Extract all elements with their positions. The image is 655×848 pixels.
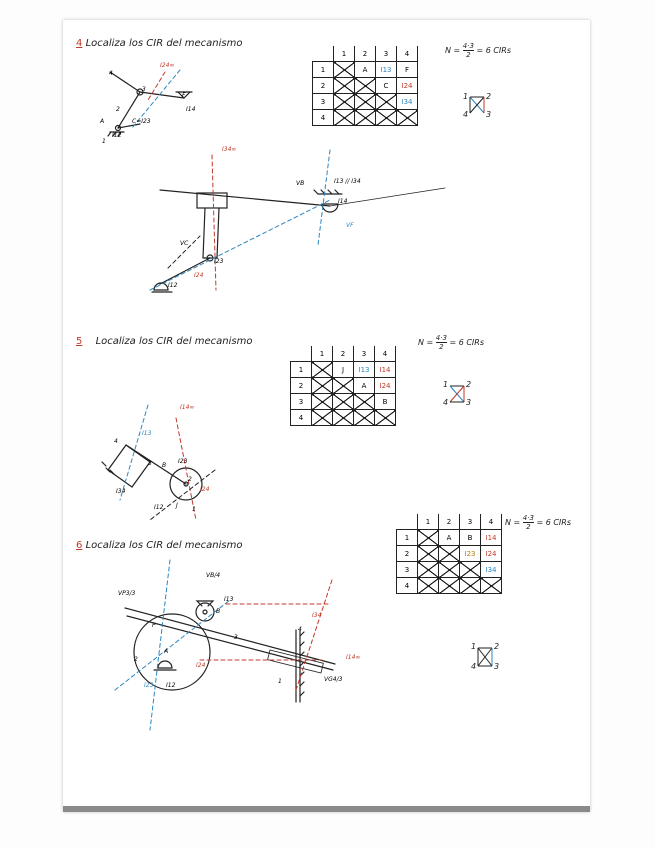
row-header: 2 [313, 78, 334, 94]
label-vc: VC [180, 240, 189, 247]
formula-denominator: 2 [439, 343, 444, 351]
problem-5-title: Localiza los CIR del mecanismo [95, 336, 253, 347]
graph-node-4: 4 [471, 662, 477, 671]
link-number-3: 3 [148, 460, 152, 467]
table-cell: I24 [375, 378, 396, 394]
formula-lhs: N = [418, 338, 434, 347]
label-i13-parallel-i34: I13 // I34 [334, 178, 361, 185]
graph-node-4: 4 [443, 398, 449, 407]
problem-5-number: 5 [76, 336, 83, 347]
label-i23: C=I23 [132, 118, 151, 125]
row-header: 2 [291, 378, 312, 394]
column-header: 2 [333, 346, 354, 362]
row-header: 1 [313, 62, 334, 78]
row-header: 1 [397, 530, 418, 546]
formula-rhs: = 6 CIRs [449, 338, 485, 347]
table-cell: I34 [397, 94, 418, 110]
row-header: 4 [397, 578, 418, 594]
label-vg: VG4/3 [324, 676, 343, 683]
label-i13: I13 [142, 430, 152, 437]
graph-node-2: 2 [466, 380, 472, 389]
column-header: 4 [481, 514, 502, 530]
column-header: 1 [312, 346, 333, 362]
row-header: 3 [313, 94, 334, 110]
formula-denominator: 2 [466, 51, 471, 59]
graph-node-1: 1 [443, 380, 449, 389]
graph-node-1: 1 [463, 92, 469, 101]
label-i12: I12 [154, 504, 164, 511]
label-i12: I12 [166, 682, 176, 689]
label-j: J [176, 502, 178, 509]
label-i14: I14 [186, 106, 196, 113]
label-f: F [182, 92, 186, 99]
formula-rhs: = 6 CIRs [536, 518, 572, 527]
table-cell: C [376, 78, 397, 94]
label-i24-b: I24 [194, 272, 204, 279]
column-header: 4 [397, 46, 418, 62]
formula-denominator: 2 [526, 523, 531, 531]
row-header: 1 [291, 362, 312, 378]
label-a: A [164, 648, 169, 655]
label-vp: VP3/3 [118, 590, 136, 597]
table-cell: F [397, 62, 418, 78]
label-b: B [216, 608, 221, 615]
label-vf: VF [346, 222, 354, 229]
table-cell: I23 [460, 546, 481, 562]
formula-rhs: = 6 CIRs [476, 46, 512, 55]
formula-numerator: 4·3 [522, 514, 534, 522]
link-number-1: 1 [278, 678, 282, 685]
row-header: 2 [397, 546, 418, 562]
column-header: 2 [439, 514, 460, 530]
label-i14-inf: I14∞ [346, 654, 361, 661]
table-cell: A [355, 62, 376, 78]
label-i14-b: I14 [338, 198, 348, 205]
problem-4-number: 4 [76, 38, 83, 49]
graph-node-3: 3 [486, 110, 492, 119]
graph-node-2: 2 [494, 642, 500, 651]
graph-node-3: 3 [466, 398, 472, 407]
label-i13: I13 [224, 596, 234, 603]
label-i34-inf: I34∞ [222, 146, 237, 153]
column-header: 2 [355, 46, 376, 62]
label-i23-b: I23 [214, 258, 224, 265]
label-vb: VB [296, 180, 305, 187]
table-cell: A [439, 530, 460, 546]
label-i14-inf: I14∞ [180, 404, 195, 411]
label-b: B [162, 462, 167, 469]
formula-lhs: N = [445, 46, 461, 55]
link-number-2: 2 [188, 476, 192, 483]
link-number-2: 2 [134, 656, 138, 663]
link-number-1: 1 [102, 138, 106, 145]
row-header: 3 [397, 562, 418, 578]
column-header: 3 [460, 514, 481, 530]
formula-numerator: 4·3 [435, 334, 447, 342]
graph-node-2: 2 [486, 92, 492, 101]
label-i24: I24 [200, 486, 210, 493]
link-number-4: 4 [114, 438, 118, 445]
graph-node-4: 4 [463, 110, 469, 119]
table-cell: I13 [354, 362, 375, 378]
row-header: 4 [291, 410, 312, 426]
column-header: 4 [375, 346, 396, 362]
table-cell: I13 [376, 62, 397, 78]
column-header: 1 [334, 46, 355, 62]
problem-6-number: 6 [76, 540, 83, 551]
link-number-2: 2 [116, 106, 120, 113]
table-cell: I24 [397, 78, 418, 94]
link-number-4: 4 [109, 70, 113, 77]
table-cell: B [460, 530, 481, 546]
table-cell: B [375, 394, 396, 410]
label-i12-b: I12 [168, 282, 178, 289]
table-cell: A [354, 378, 375, 394]
label-i24: I24 [196, 662, 206, 669]
row-header: 3 [291, 394, 312, 410]
column-header: 3 [376, 46, 397, 62]
column-header: 1 [418, 514, 439, 530]
label-i23: I23 [178, 458, 188, 465]
label-i24-inf: I24∞ [160, 62, 175, 69]
graph-node-1: 1 [471, 642, 477, 651]
label-i34: I34 [116, 488, 126, 495]
link-number-1: 1 [192, 506, 196, 513]
label-a: A [100, 118, 105, 125]
label-vb: VB/4 [206, 572, 221, 579]
problem-6-title: Localiza los CIR del mecanismo [85, 540, 243, 551]
label-p: P [152, 622, 156, 629]
table-cell: I24 [481, 546, 502, 562]
column-header: 3 [354, 346, 375, 362]
link-number-4: 4 [298, 626, 302, 633]
graph-node-3: 3 [494, 662, 500, 671]
problem-4-title: Localiza los CIR del mecanismo [85, 38, 243, 49]
table-cell: I34 [481, 562, 502, 578]
label-i12: I12 [112, 132, 122, 139]
table-cell: I14 [375, 362, 396, 378]
link-number-3: 3 [142, 86, 146, 93]
label-i23: I23 [144, 682, 154, 689]
formula-lhs: N = [505, 518, 521, 527]
label-i34: I34 [312, 612, 322, 619]
link-number-3: 3 [234, 634, 238, 641]
table-cell: I14 [481, 530, 502, 546]
row-header: 4 [313, 110, 334, 126]
table-cell: J [333, 362, 354, 378]
formula-numerator: 4·3 [462, 42, 474, 50]
